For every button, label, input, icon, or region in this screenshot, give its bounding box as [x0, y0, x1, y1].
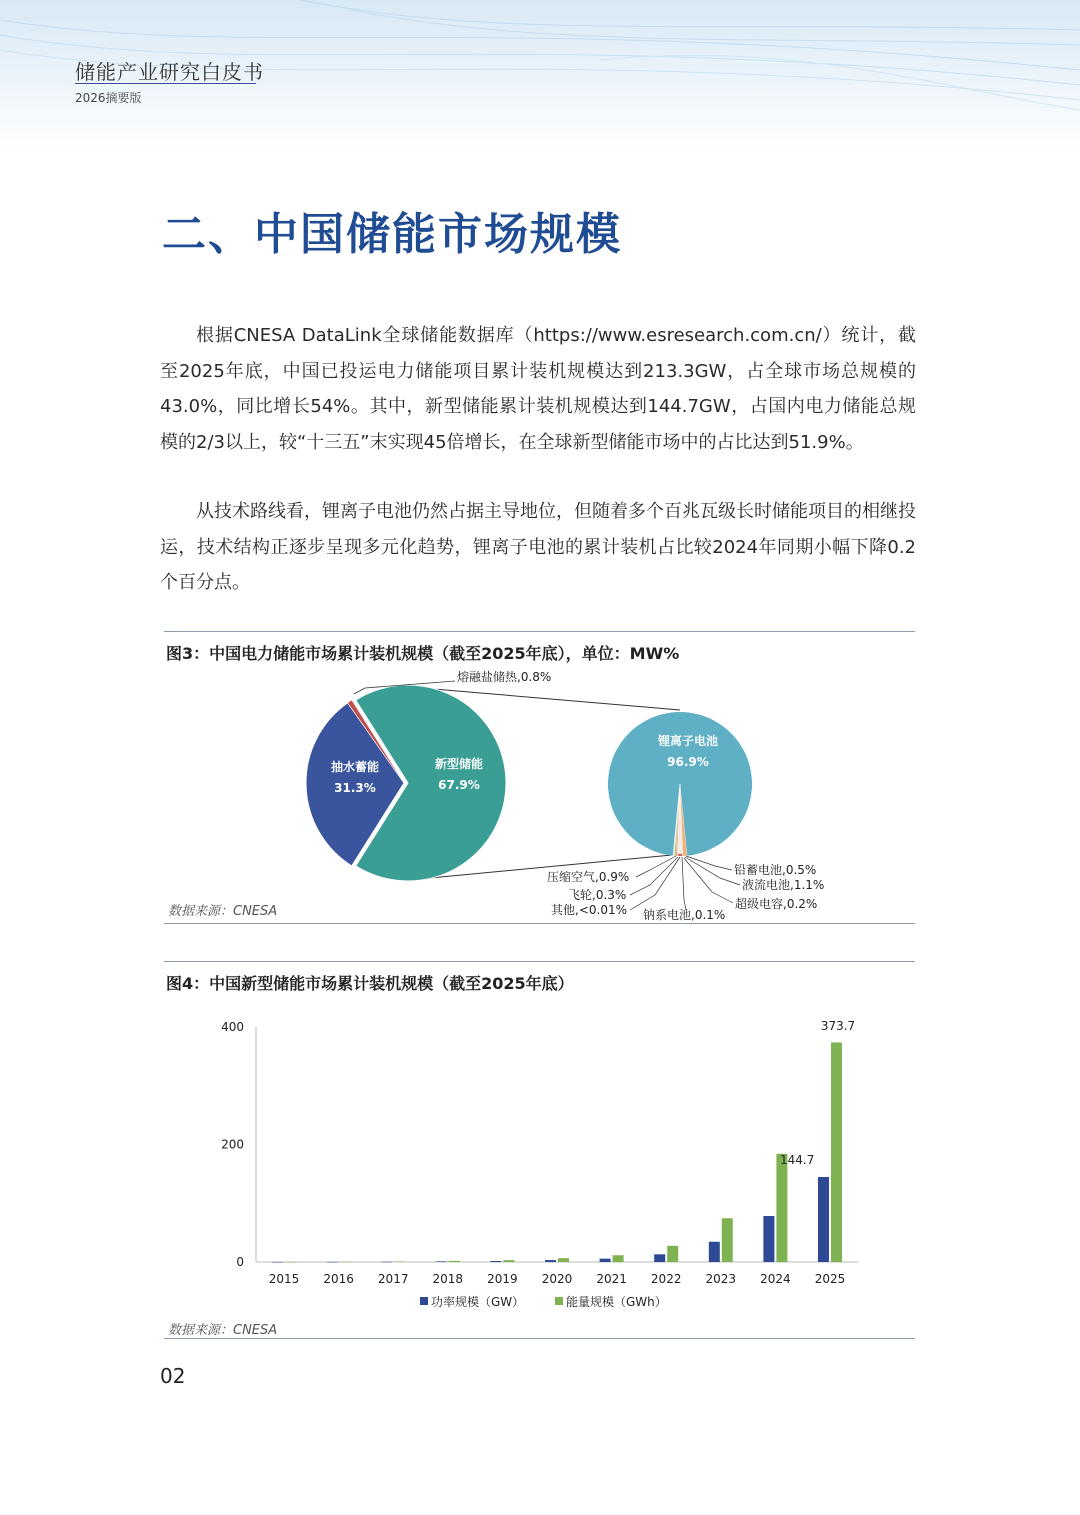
header-subtitle: 2026摘要版 — [75, 91, 142, 105]
li-ion-pct-label: 96.9% — [667, 755, 709, 769]
bar-power-2015 — [272, 1262, 283, 1263]
flywheel-label: 飞轮,0.3% — [568, 888, 627, 902]
value-label-power-2025: 144.7 — [780, 1153, 815, 1167]
figure3-title: 图3：中国电力储能市场累计装机规模（截至2025年底），单位：MW% — [166, 644, 680, 663]
supercap-label: 超级电容,0.2% — [735, 897, 818, 911]
header-title: 储能产业研究白皮书 — [75, 60, 264, 84]
x-tick-label-2025: 2025 — [814, 1272, 846, 1286]
bar-energy-2020 — [558, 1258, 569, 1262]
bar-power-2024 — [763, 1216, 774, 1262]
x-tick-label-2021: 2021 — [596, 1272, 627, 1286]
bar-power-2020 — [545, 1260, 556, 1262]
paragraph-market-size: 根据CNESA DataLink全球储能数据库（https://www.esresearch.com.cn/）统计，截至2025年底，中国已投运电力储能项目累计装机规模达到213.3GW，占全球市场总规模的43.0%，同比增长54%。其中，新型储能累计装机规模达到144.7GW，占国内电力储能总规模的2/3以上，较“十三五”末实现45倍增长，在全球新型储能市场中的占比达到51.9%。 — [160, 325, 916, 453]
bar-power-2021 — [600, 1259, 611, 1262]
bar-group — [272, 1042, 842, 1262]
x-tick-label-2024: 2024 — [760, 1272, 791, 1286]
pumped-label: 抽水蓄能 — [330, 760, 380, 774]
x-tick-label-2023: 2023 — [705, 1272, 737, 1286]
bar-power-2023 — [709, 1242, 720, 1262]
x-tick-label-2015: 2015 — [268, 1272, 300, 1286]
bar-power-2016 — [327, 1262, 338, 1263]
legend-swatch-energy — [555, 1297, 563, 1305]
figure3-top-rule — [164, 631, 915, 632]
legend-swatch-power — [420, 1297, 428, 1305]
header-underline — [75, 83, 256, 84]
figure3-pie-chart — [0, 665, 1080, 925]
figure4-title: 图4：中国新型储能市场累计装机规模（截至2025年底） — [166, 974, 574, 993]
figure3-source: 数据来源：CNESA — [168, 904, 278, 919]
x-tick-label-2016: 2016 — [323, 1272, 354, 1286]
bar-energy-2023 — [722, 1218, 733, 1262]
x-tick-label-2020: 2020 — [541, 1272, 573, 1286]
legend-power: 功率规模（GW） — [431, 1295, 525, 1309]
legend-energy: 能量规模（GWh） — [566, 1295, 667, 1309]
bar-power-2019 — [490, 1261, 501, 1262]
x-tick-label-2022: 2022 — [650, 1272, 682, 1286]
figure4-bar-chart — [0, 1010, 1080, 1315]
bar-energy-2019 — [503, 1260, 514, 1262]
page-number: 02 — [160, 1364, 186, 1388]
flow-battery-label: 液流电池,1.1% — [742, 878, 825, 892]
bar-power-2017 — [381, 1262, 392, 1263]
bar-energy-2024 — [776, 1154, 787, 1262]
x-tick-label-2019: 2019 — [487, 1272, 518, 1286]
value-label-energy-2025: 373.7 — [820, 1019, 856, 1033]
bar-power-2022 — [654, 1254, 665, 1262]
other-label: 其他,<0.01% — [551, 903, 627, 917]
bar-energy-2017 — [394, 1262, 405, 1263]
bar-energy-2025 — [831, 1042, 842, 1262]
sodium-label: 钠系电池,0.1% — [643, 908, 726, 922]
y-tick-group — [221, 1020, 244, 1269]
bar-power-2025 — [818, 1177, 829, 1262]
bar-power-2018 — [436, 1261, 447, 1262]
y-tick-label: 200 — [221, 1137, 244, 1152]
section-heading: 二、中国储能市场规模 — [162, 209, 622, 260]
bar-energy-2021 — [613, 1255, 624, 1262]
figure4-source: 数据来源：CNESA — [168, 1323, 278, 1338]
pumped-pct-label: 31.3% — [334, 781, 376, 795]
bar-energy-2022 — [667, 1246, 678, 1262]
bar-energy-2015 — [285, 1262, 296, 1263]
new-storage-pct-label: 67.9% — [438, 778, 480, 792]
lead-acid-label: 铅蓄电池,0.5% — [734, 863, 817, 877]
figure4-bottom-rule — [164, 1338, 915, 1339]
x-tick-group — [269, 1272, 846, 1286]
bar-energy-2016 — [340, 1262, 351, 1263]
y-tick-label: 400 — [221, 1020, 244, 1034]
x-tick-label-2018: 2018 — [432, 1272, 464, 1286]
new-storage-label: 新型储能 — [434, 757, 484, 771]
li-ion-label: 锂离子电池 — [657, 734, 719, 748]
paragraph-technology: 从技术路线看，锂离子电池仍然占据主导地位，但随着多个百兆瓦级长时储能项目的相继投运，技术结构正逐步呈现多元化趋势，锂离子电池的累计装机占比较2024年同期小幅下降0.2个百分点。 — [160, 501, 916, 593]
compressed-air-label: 压缩空气,0.9% — [547, 870, 630, 884]
figure4-top-rule — [164, 961, 915, 962]
figure3-bottom-rule — [164, 923, 915, 924]
bar-energy-2018 — [449, 1261, 460, 1262]
molten-salt-label: 熔融盐储热,0.8% — [457, 670, 552, 684]
y-tick-label: 0 — [236, 1255, 244, 1269]
x-tick-label-2017: 2017 — [377, 1272, 409, 1286]
